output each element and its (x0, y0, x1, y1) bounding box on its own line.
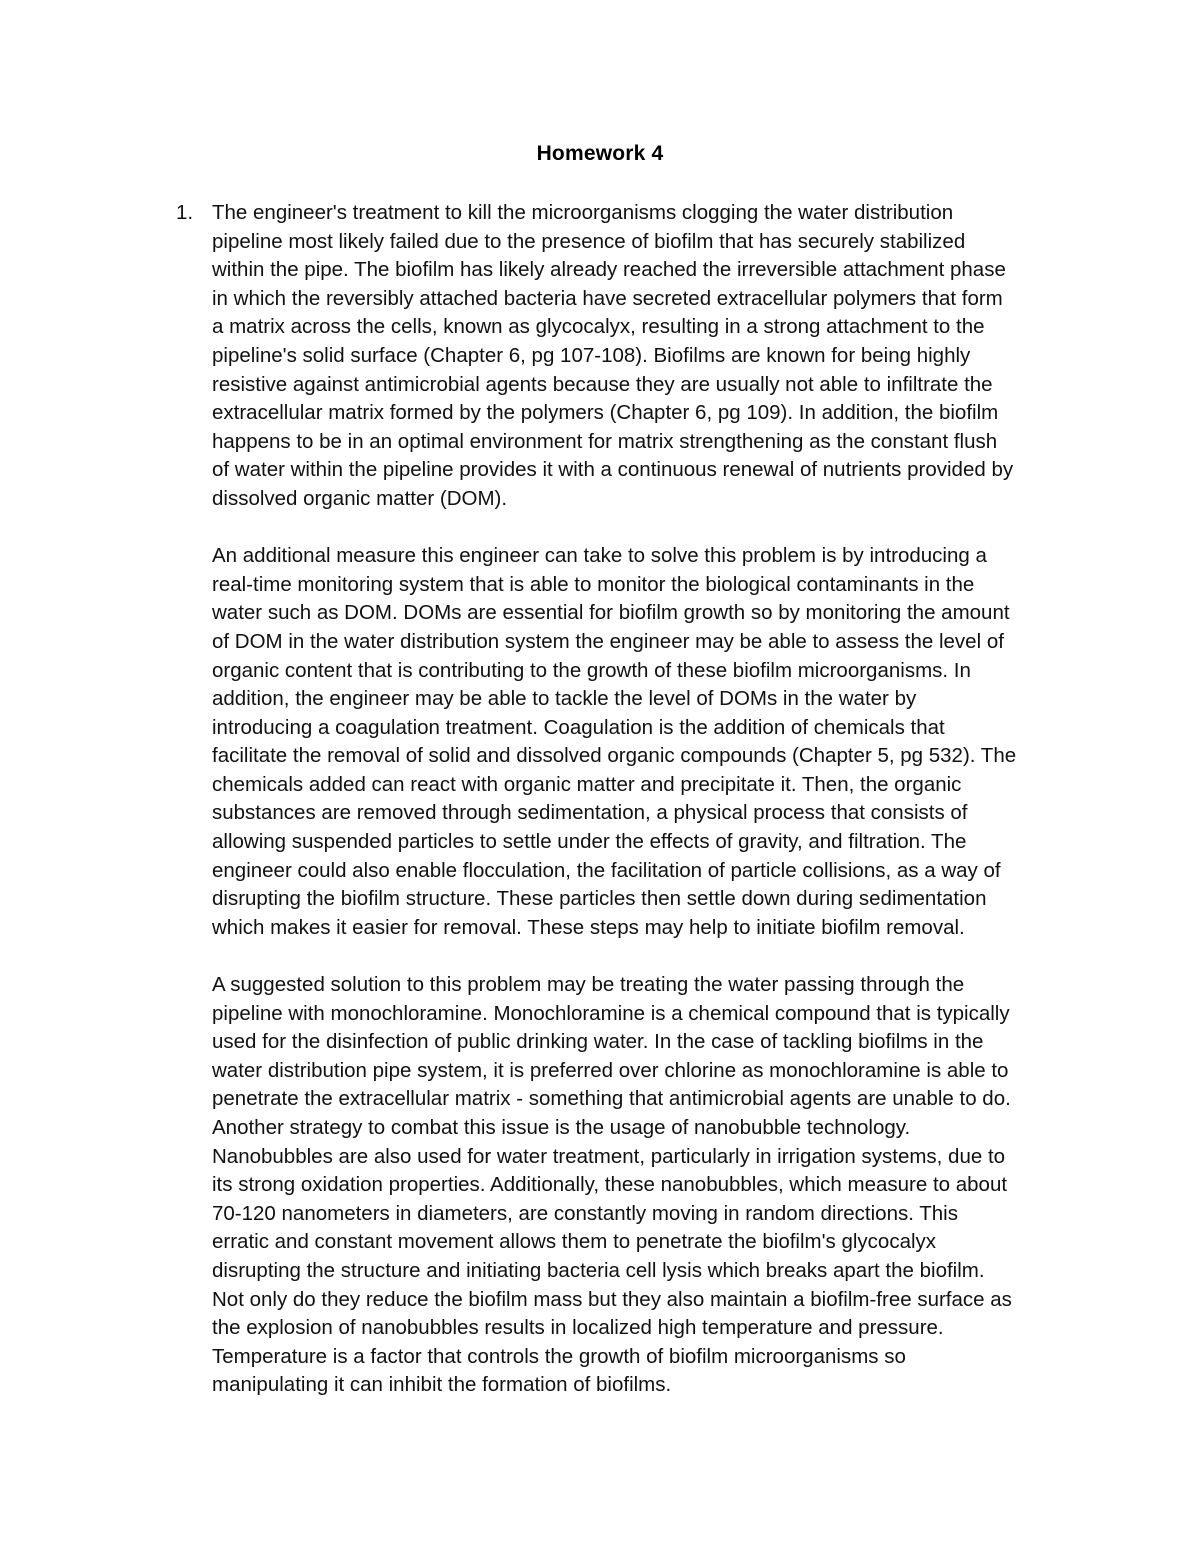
document-title: Homework 4 (536, 142, 664, 165)
question-number: 1. (176, 201, 194, 224)
answer-body (212, 199, 1072, 1400)
answer-paragraph-3: A suggested solution to this problem may be treating the water passing through the pipeline with monochloramine. Monochloramine is a chemical compound that is typically used for the disinfection of public drinking water. In the case of tackling biofilms in the water distribution pipe system, it is preferred over chlorine as monochloramine is able to penetrate the extracellular matrix - something that antimicrobial agents are unable to do. Another strategy to combat this issue is the usage of nanobubble technology. Nanobubbles are also used for water treatment, particularly in irrigation systems, due to its strong oxidation properties. Additionally, these nanobubbles, which measure to about 70-120 nanometers in diameters, are constantly moving in random directions. This erratic and constant movement allows them to penetrate the biofilm's glycocalyx disrupting the structure and initiating bacteria cell lysis which breaks apart the biofilm. Not only do they reduce the biofilm mass but they also maintain a biofilm-free surface as the explosion of nanobubbles results in localized high temperature and pressure. Temperature is a factor that controls the growth of biofilm microorganisms so manipulating it can inhibit the formation of biofilms. (212, 973, 1012, 1397)
answer-paragraph-2: An additional measure this engineer can take to solve this problem is by introducing a real-time monitoring system that is able to monitor the biological contaminants in the water such as DOM. DOMs are essential for biofilm growth so by monitoring the amount of DOM in the water distribution system the engineer may be able to assess the level of organic content that is contributing to the growth of these biofilm microorganisms. In addition, the engineer may be able to tackle the level of DOMs in the water by introducing a coagulation treatment. Coagulation is the addition of chemicals that facilitate the removal of solid and dissolved organic compounds (Chapter 5, pg 532). The chemicals added can react with organic matter and precipitate it. Then, the organic substances are removed through sedimentation, a physical process that consists of allowing suspended particles to settle under the effects of gravity, and filtration. The engineer could also enable flocculation, the facilitation of particle collisions, as a way of disrupting the biofilm structure. These particles then settle down during sedimentation which makes it easier for removal. These steps may help to initiate biofilm removal. (212, 544, 1017, 939)
answer-paragraph-1: The engineer's treatment to kill the microorganisms clogging the water distribution pipeline most likely failed due to the presence of biofilm that has securely stabilized within the pipe. The biofilm has likely already reached the irreversible attachment phase in which the reversibly attached bacteria have secreted extracellular polymers that form a matrix across the cells, known as glycocalyx, resulting in a strong attachment to the pipeline's solid surface (Chapter 6, pg 107-108). Biofilms are known for being highly resistive against antimicrobial agents because they are usually not able to infiltrate the extracellular matrix formed by the polymers (Chapter 6, pg 109). In addition, the biofilm happens to be in an optimal environment for matrix strengthening as the constant flush of water within the pipeline provides it with a continuous renewal of nutrients provided by dissolved organic matter (DOM). (212, 201, 1014, 510)
